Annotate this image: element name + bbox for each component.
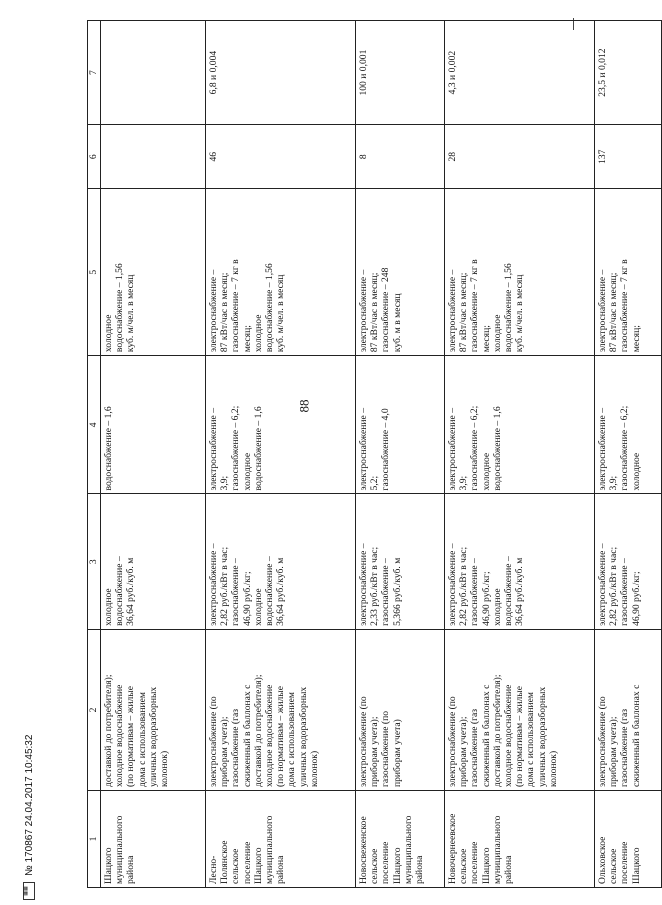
index-cell: электроснабжение – 5,2; газоснабжение – 4,0: [356, 356, 445, 494]
table-row: [101, 21, 206, 888]
count-cell: 28: [445, 125, 595, 189]
share-cell: 23,5 и 0,012: [595, 21, 662, 125]
norm-cell: электроснабжение – 87 кВт/час в месяц; газоснабжение – 7 кг в месяц;: [595, 189, 662, 356]
index-cell: водоснабжение – 1,6: [101, 356, 206, 494]
page-number: 88: [296, 399, 312, 413]
tariff-cell: холодное водоснабжение – 36,64 руб./куб. м: [101, 494, 206, 629]
column-header-3: 3: [88, 494, 101, 629]
services-cell: электроснабжение (по приборам учета); газоснабжение (по приборам учета): [356, 629, 445, 790]
column-header-7: 7: [88, 21, 101, 125]
column-header-1: 1: [88, 791, 101, 888]
settlement-cell: Ольховское сельское поселение Шацкого: [595, 791, 662, 888]
share-cell: 4,3 и 0,002: [445, 21, 595, 125]
column-header-2: 2: [88, 629, 101, 790]
count-cell: 46: [206, 125, 356, 189]
settlement-cell: Лесно- Полянское сельское поселение Шацкого муниципального района: [206, 791, 356, 888]
tariff-cell: электроснабжение – 2,82 руб./кВт в час; газоснабжение – 46,90 руб./кг; холодное водоснабжение – 36,64 руб./куб. м: [445, 494, 595, 629]
index-cell: электроснабжение – 3,9; газоснабжение – 6,2; холодное водоснабжение – 1,6: [206, 356, 356, 494]
tariff-cell: электроснабжение – 2,82 руб./кВт в час; газоснабжение – 46,90 руб./кг; холодное водоснабжение – 36,64 руб./куб. м: [206, 494, 356, 629]
column-header-5: 5: [88, 189, 101, 356]
settlement-cell: Новосвеженское сельское поселение Шацкого муниципального района: [356, 791, 445, 888]
data-table: [87, 20, 662, 888]
count-cell: [101, 125, 206, 189]
tariff-cell: электроснабжение – 2,82 руб./кВт в час; газоснабжение – 46,90 руб./кг;: [595, 494, 662, 629]
services-cell: электроснабжение (по приборам учета); газоснабжение (газ сжиженный в баллонах с доставкой до потребителя); холодное водоснабжение (по нормативам – жилые дома с использованием уличных водоразборных колонок): [445, 629, 595, 790]
settlement-cell: Шацкого муниципального района: [101, 791, 206, 888]
table-row: [206, 21, 356, 888]
document-registration-number: № 170867 24.04.2017 10:45:32: [23, 734, 35, 876]
norm-cell: электроснабжение – 87 кВт/час в месяц; газоснабжение – 7 кг в месяц; холодное водоснабжение – 1,56 куб. м/чел. в месяц: [206, 189, 356, 356]
rotated-table-container: [87, 20, 642, 888]
norm-cell: холодное водоснабжение – 1,56 куб. м/чел. в месяц: [101, 189, 206, 356]
share-cell: 6,8 и 0,004: [206, 21, 356, 125]
tariff-cell: электроснабжение – 2,33 руб./кВт в час; газоснабжение – 5,366 руб./куб. м: [356, 494, 445, 629]
table-row: [356, 21, 445, 888]
norm-cell: электроснабжение – 87 кВт/час в месяц; газоснабжение – 248 куб. м в месяц: [356, 189, 445, 356]
count-cell: 137: [595, 125, 662, 189]
share-cell: 100 и 0,001: [356, 21, 445, 125]
settlement-cell: Новочернеевское сельское поселение Шацкого муниципального района: [445, 791, 595, 888]
services-cell: доставкой до потребителя); холодное водоснабжение (по нормативам – жилые дома с использованием уличных водоразборных колонок): [101, 629, 206, 790]
services-cell: электроснабжение (по приборам учета); газоснабжение (газ сжиженный в баллонах с доставкой до потребителя); холодное водоснабжение (по нормативам – жилые дома с использованием уличных водоразборных колонок): [206, 629, 356, 790]
table-row: [595, 21, 662, 888]
table-row: [445, 21, 595, 888]
header-row: [88, 21, 101, 888]
index-cell: электроснабжение – 3,9; газоснабжение – 6,2; холодное: [595, 356, 662, 494]
document-footer: [14, 640, 44, 900]
count-cell: 8: [356, 125, 445, 189]
norm-cell: электроснабжение – 87 кВт/час в месяц; газоснабжение – 7 кг в месяц; холодное водоснабжение – 1,56 куб. м/чел. в месяц: [445, 189, 595, 356]
services-cell: электроснабжение (по приборам учета); газоснабжение (газ сжиженный в баллонах с: [595, 629, 662, 790]
share-cell: [101, 21, 206, 125]
registry-stamp-icon: ▦▦: [23, 882, 35, 900]
column-header-6: 6: [88, 125, 101, 189]
column-header-4: 4: [88, 356, 101, 494]
index-cell: электроснабжение – 3,9; газоснабжение – 6,2; холодное водоснабжение – 1,6: [445, 356, 595, 494]
